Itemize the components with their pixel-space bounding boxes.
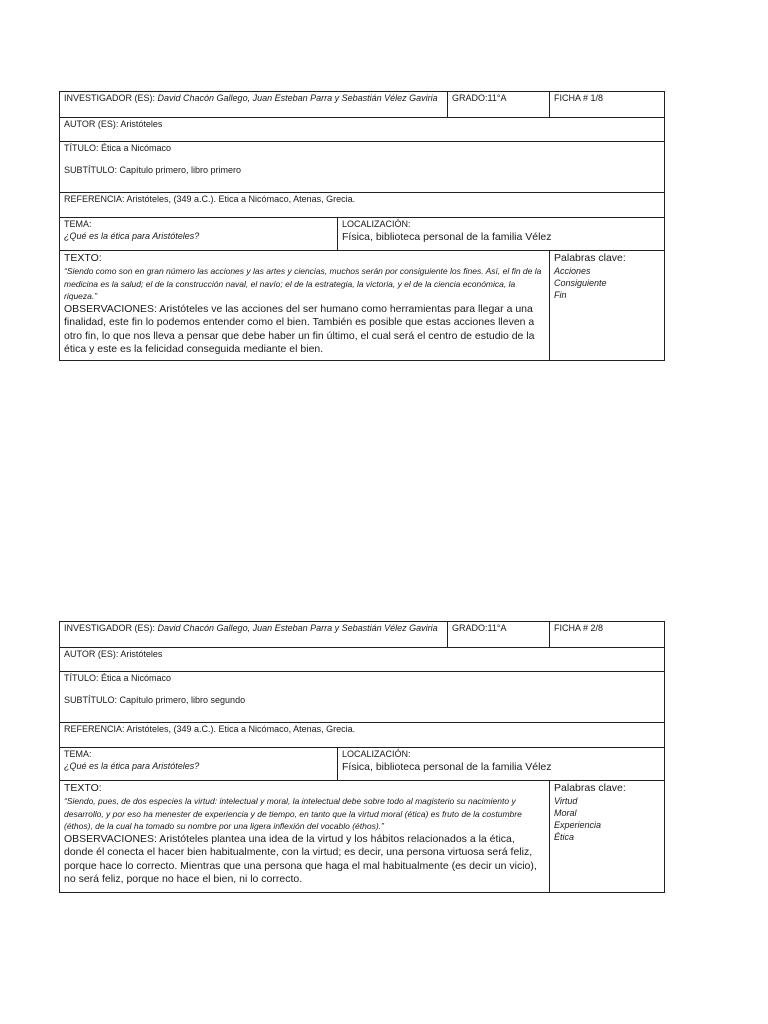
grado-cell: GRADO:11°A [448, 622, 550, 648]
titulo-cell [60, 672, 665, 723]
palabra-clave: Moral [554, 808, 577, 818]
palabra-clave: Acciones [554, 266, 591, 276]
palabra-clave: Virtud [554, 796, 578, 806]
localizacion-cell [338, 748, 665, 781]
palabras-clave-cell [550, 781, 665, 893]
subtitulo-text: SUBTÍTULO: Capítulo primero, libro primero [64, 164, 242, 175]
tema-label: TEMA: [64, 749, 92, 759]
titulo-text: TÍTULO: Ética a Nicómaco [64, 143, 172, 153]
titulo-text: TÍTULO: Ética a Nicómaco [64, 673, 172, 683]
investigador-cell [60, 92, 448, 118]
titulo-cell [60, 142, 665, 193]
observaciones-text: OBSERVACIONES: Aristóteles ve las acciones del ser humano como herramientas para llegar a una finalidad, este fin lo podemos entender como el bien. También es posible que estas acciones lleven a otro fin, lo que nos lleva a pensar que debe haber un fin último, el cual será el centro de estudio de la ética y este es la felicidad conseguida mediante el bien. [64, 302, 535, 355]
investigador-label: INVESTIGADOR (ES): [64, 93, 158, 103]
referencia-cell: REFERENCIA: Aristóteles, (349 a.C.). Etica a Nicómaco, Atenas, Grecia. [60, 193, 665, 218]
palabra-clave: Experiencia [554, 820, 602, 830]
ficha-number-cell: FICHA # 2/8 [550, 622, 665, 648]
investigador-names: David Chacón Gallego, Juan Esteban Parra y Sebastián Vélez Gaviria [157, 93, 438, 103]
localizacion-cell [338, 218, 665, 251]
palabra-clave: Fin [554, 290, 567, 300]
ficha-number-cell: FICHA # 1/8 [550, 92, 665, 118]
investigador-label: INVESTIGADOR (ES): [64, 623, 158, 633]
tema-label: TEMA: [64, 219, 92, 229]
texto-quote: “Siendo como son en gran número las acciones y las artes y ciencias, muchos serán por consiguiente los fines. Así, el fin de la medicina es la salud; el de la construcción naval, el navío; el de la estrategia, la victoria, y el de la ciencia económica, la riqueza.” [64, 266, 542, 301]
autor-cell: AUTOR (ES): Aristóteles [60, 118, 665, 142]
localizacion-text: Física, biblioteca personal de la familia Vélez [342, 230, 552, 243]
texto-label: TEXTO: [64, 252, 102, 264]
texto-cell [60, 781, 550, 893]
tema-text: ¿Qué es la ética para Aristóteles? [64, 230, 200, 241]
texto-quote: “Siendo, pues, de dos especies la virtud: intelectual y moral, la intelectual debe sobre todo al magisterio su nacimiento y desarrollo, y por eso ha menester de experiencia y de tiempo, en tanto que la virtud moral (ética) es fruto de la costumbre (éthos), de la cual ha tomado su nombre por una ligera inflexión del vocablo (éthos).” [64, 796, 522, 831]
palabras-clave-cell [550, 251, 665, 361]
investigador-cell [60, 622, 448, 648]
observaciones-text: OBSERVACIONES: Aristóteles plantea una idea de la virtud y los hábitos relacionados a la ética, donde él conecta el hacer bien habitualmente, con la virtud; es decir, una persona virtuosa será feliz, porque hace lo correcto. Mientras que una persona que haga el mal habitualmente (es decir un vicio), no será feliz, porque no hace el bien, ni lo correcto. [64, 832, 537, 885]
tema-text: ¿Qué es la ética para Aristóteles? [64, 760, 200, 771]
tema-cell [60, 748, 338, 781]
ficha-card-2 [59, 621, 665, 893]
subtitulo-text: SUBTÍTULO: Capítulo primero, libro segundo [64, 694, 246, 705]
localizacion-label: LOCALIZACIÓN: [342, 749, 411, 759]
texto-cell [60, 251, 550, 361]
referencia-cell: REFERENCIA: Aristóteles, (349 a.C.). Etica a Nicómaco, Atenas, Grecia. [60, 723, 665, 748]
ficha-card-1 [59, 91, 665, 361]
tema-cell [60, 218, 338, 251]
palabras-clave-label: Palabras clave: [554, 782, 626, 794]
localizacion-text: Física, biblioteca personal de la familia Vélez [342, 760, 552, 773]
palabra-clave: Ética [554, 832, 575, 842]
localizacion-label: LOCALIZACIÓN: [342, 219, 411, 229]
palabra-clave: Consiguiente [554, 278, 607, 288]
palabras-clave-label: Palabras clave: [554, 252, 626, 264]
investigador-names: David Chacón Gallego, Juan Esteban Parra y Sebastián Vélez Gaviria [157, 623, 438, 633]
autor-cell: AUTOR (ES): Aristóteles [60, 648, 665, 672]
grado-cell: GRADO:11°A [448, 92, 550, 118]
texto-label: TEXTO: [64, 782, 102, 794]
